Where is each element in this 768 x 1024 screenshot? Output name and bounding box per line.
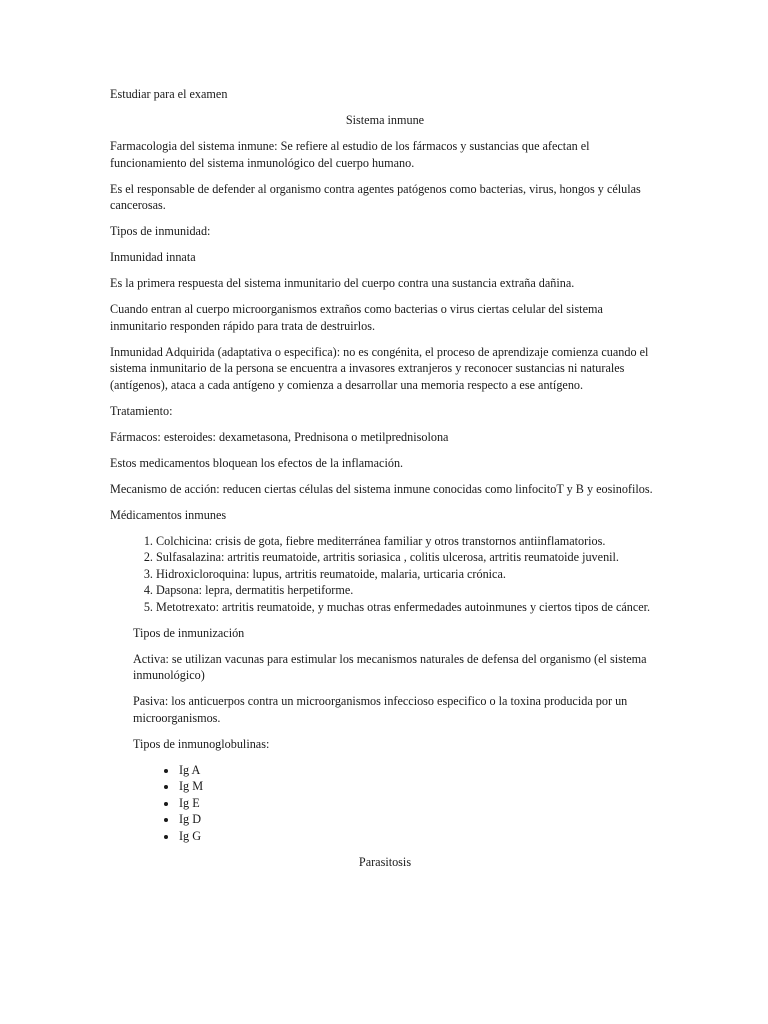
paragraph-inflammation: Estos medicamentos bloquean los efectos de la inflamación. [110, 455, 404, 470]
paragraph-definition: Farmacologia del sistema inmune: Se refiere al estudio de los fármacos y sustancias que afectan el funcionamiento del sistema inmunológico del cuerpo humano. [110, 139, 590, 170]
paragraph-acquired-immunity: Inmunidad Adquirida (adaptativa o especifica): no es congénita, el proceso de aprendizaje comienza cuando el sistema inmunitario de la persona se encuentra a invasores extranjeros y reconocer sustancias ni naturales (antígenos), ataca a cada antígeno y comienza a desarrollar una memoria respecto a ese antígeno. [110, 344, 649, 392]
heading-immunoglobulin-types: Tipos de inmunoglobulinas: [133, 736, 270, 751]
paragraph-innate-cells: Cuando entran al cuerpo microorganismos extraños como bacterias o virus ciertas celular del sistema inmunitario responden rápido para trata de destruirlos. [110, 302, 603, 333]
list-item: 4. Dapsona: lepra, dermatitis herpetiforme. [156, 582, 660, 599]
list-item: • Ig E [178, 795, 660, 812]
paragraph-drugs: Fármacos: esteroides: dexametasona, Prednisona o metilprednisolona [110, 429, 449, 444]
immunoglobulins-list [110, 762, 660, 845]
list-item: • Ig G [178, 828, 660, 845]
paragraph-mechanism: Mecanismo de acción: reducen ciertas células del sistema inmune conocidas como linfocitoT y B y eosinofilos. [110, 481, 653, 496]
paragraph-role: Es el responsable de defender al organismo contra agentes patógenos como bacterias, virus, hongos y células cancerosas. [110, 181, 641, 212]
list-item: • Ig A [178, 762, 660, 779]
header-note: Estudiar para el examen [110, 87, 228, 101]
list-item: 3. Hidroxicloroquina: lupus, artritis reumatoide, malaria, urticaria crónica. [156, 566, 660, 583]
next-section-title: Parasitosis [358, 854, 412, 869]
medications-list [110, 533, 660, 616]
list-item: • Ig D [178, 811, 660, 828]
paragraph-active-immunization: Activa: se utilizan vacunas para estimular los mecanismos naturales de defensa del organismo (el sistema inmunológico) [133, 651, 647, 682]
paragraph-innate-first-response: Es la primera respuesta del sistema inmunitario del cuerpo contra una sustancia extraña dañina. [110, 276, 575, 290]
section-title: Sistema inmune [345, 113, 425, 127]
list-item: 1. Colchicina: crisis de gota, fiebre mediterránea familiar y otros transtornos antiinflamatorios. [156, 533, 660, 550]
heading-treatment: Tratamiento: [110, 403, 173, 418]
list-item: • Ig M [178, 778, 660, 795]
document-page [110, 86, 660, 880]
heading-innate-immunity: Inmunidad innata [110, 250, 196, 264]
heading-immune-medications: Médicamentos inmunes [110, 507, 227, 522]
heading-immunization-types: Tipos de inmunización [133, 625, 245, 640]
list-item: 2. Sulfasalazina: artritis reumatoide, artritis soriasica , colitis ulcerosa, artritis reumatoide juvenil. [156, 549, 660, 566]
heading-immunity-types: Tipos de inmunidad: [110, 224, 211, 238]
list-item: 5. Metotrexato: artritis reumatoide, y muchas otras enfermedades autoinmunes y ciertos tipos de cáncer. [156, 599, 660, 616]
paragraph-passive-immunization: Pasiva: los anticuerpos contra un microorganismos infeccioso especifico o la toxina producida por un microorganismos. [133, 694, 628, 725]
